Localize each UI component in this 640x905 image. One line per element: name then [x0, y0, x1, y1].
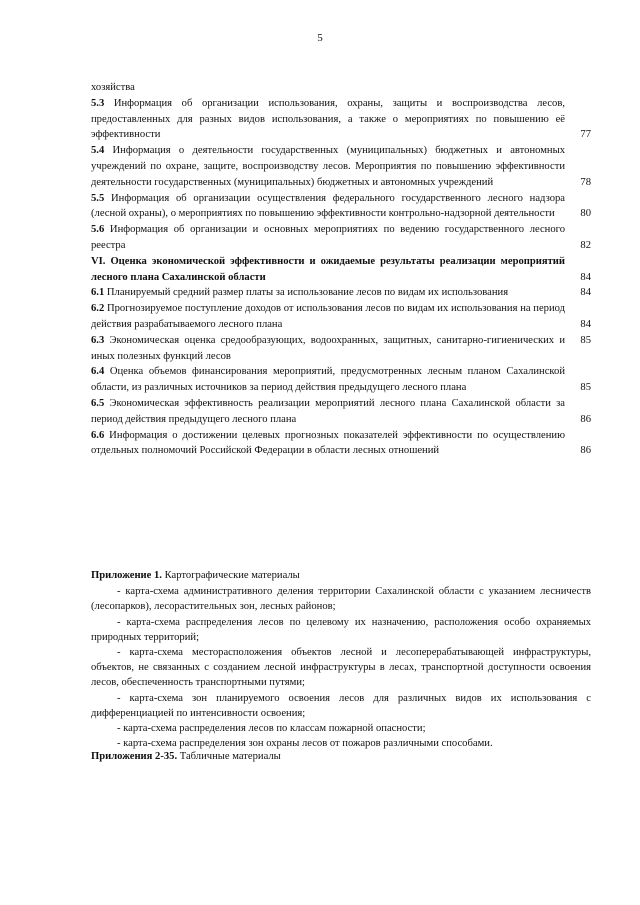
appendix-1-item: - карта-схема распределения зон охраны лесов от пожаров различными способами.	[117, 738, 493, 750]
toc-entry-number: 5.6	[91, 224, 105, 236]
toc-entry	[91, 364, 591, 396]
toc-entry	[91, 428, 591, 460]
toc-entry-text: Оценка объемов финансирования мероприятий, предусмотренных лесным планом Сахалинской области, из различных источников за период действия предыдущего лесного плана	[91, 366, 565, 394]
appendix-2-35	[91, 751, 591, 762]
appendix-1-item: - карта-схема зон планируемого освоения лесов для различных видов их использования с дифференциацией по интенсивности освоения;	[91, 692, 591, 719]
toc-entry	[91, 222, 591, 254]
appendix-2-35-label: Приложения 2-35.	[91, 751, 178, 762]
toc-entry-page: 85	[580, 382, 591, 394]
toc-entry-text: Планируемый средний размер платы за использование лесов по видам их использования	[104, 287, 509, 299]
appendix-1-item: - карта-схема распределения лесов по классам пожарной опасности;	[117, 723, 426, 735]
toc-entry-page: 78	[580, 176, 591, 188]
toc-entry-number: 6.5	[91, 397, 105, 409]
toc-entry-number: 6.2	[91, 303, 105, 315]
toc-entry-page: 77	[580, 129, 591, 141]
toc-entry-number: 6.1	[91, 287, 105, 299]
toc-entry-page: 86	[580, 413, 591, 425]
toc-entry-text: хозяйства	[91, 82, 135, 93]
toc-entry	[91, 285, 591, 301]
appendix-1-heading	[91, 568, 591, 583]
toc-entry-page: 84	[580, 271, 591, 283]
toc-entry-text: Экономическая оценка средообразующих, водоохранных, защитных, санитарно-гигиенических и иных полезных функций лесов	[91, 334, 565, 362]
toc-entry-text: VI. Оценка экономической эффективности и ожидаемые результаты реализации мероприятий лесного плана Сахалинской области	[91, 255, 565, 283]
toc-entry-text: Экономическая эффективность реализации мероприятий лесного плана Сахалинской области за период действия предыдущего лесного плана	[91, 397, 565, 425]
toc-entry-text: Информация об организации использования, охраны, защиты и воспроизводства лесов, предоставленных для разных видов использования, а также о мероприятиях по повышению её эффективности	[91, 97, 565, 141]
toc-entry-number: 6.4	[91, 366, 105, 378]
appendix-1	[91, 568, 591, 751]
toc-entry-text: Информация о достижении целевых прогнозных показателей эффективности по осуществлению отдельных полномочий Российской Федерации в области лесных отношений	[91, 429, 565, 457]
appendix-2-35-title: Табличные материалы	[177, 751, 281, 762]
appendix-1-item: - карта-схема административного деления территории Сахалинской области с указанием лесничеств (лесопарков), лесорастительных зон, лесных районов;	[91, 586, 591, 613]
page-number: 5	[317, 32, 323, 44]
toc-entry	[91, 191, 591, 223]
appendix-1-title: Картографические материалы	[161, 570, 300, 581]
toc-entry	[91, 396, 591, 428]
toc-entry-page: 80	[580, 208, 591, 220]
toc-entry-text: Информация о деятельности государственных (муниципальных) бюджетных и автономных учреждений по охране, защите, воспроизводству лесов. Мероприятия по повышению эффективности деятельности государственных (муниципальных) бюджетных и автономных учреждений	[91, 145, 565, 188]
toc-entry-page: 84	[580, 318, 591, 330]
toc-entry-text: Информация об организации и основных мероприятиях по ведению государственного лесного реестра	[91, 224, 565, 251]
appendix-1-label: Приложение 1.	[91, 570, 162, 581]
toc-entry-number: 5.3	[91, 97, 105, 109]
table-of-contents	[91, 80, 591, 459]
appendix-1-item: - карта-схема месторасположения объектов лесной и лесоперерабатывающей инфраструктуры, объектов, не связанных с созданием лесной инфраструктуры в лесах, транспортной доступности освоения лесов, обеспеченность транспортными путями;	[91, 647, 591, 689]
toc-entry-number: 6.6	[91, 429, 105, 441]
toc-entry-page: 84	[580, 287, 591, 299]
toc-entry	[91, 333, 591, 365]
toc-entry-number: 6.3	[91, 334, 105, 346]
toc-entry-number: 5.4	[91, 145, 105, 157]
toc-entry	[91, 143, 591, 190]
toc-entry-text: Прогнозируемое поступление доходов от использования лесов по видам их использования на период действия разрабатываемого лесного плана	[91, 303, 565, 330]
toc-entry-number: 5.5	[91, 192, 105, 204]
toc-section-heading	[91, 254, 591, 286]
toc-entry	[91, 301, 591, 333]
toc-entry-page: 82	[580, 239, 591, 251]
toc-entry-page: 86	[580, 445, 591, 457]
toc-entry-page: 85	[580, 334, 591, 346]
appendix-1-item: - карта-схема распределения лесов по целевому их назначению, расположения особо охраняемых природных территорий;	[91, 616, 591, 643]
toc-entry-text: Информация об организации осуществления федерального государственного лесного надзора (лесной охраны), о мероприятиях по повышению эффективности контрольно-надзорной деятельности	[91, 192, 565, 220]
toc-entry	[91, 96, 591, 143]
toc-entry	[91, 80, 591, 96]
